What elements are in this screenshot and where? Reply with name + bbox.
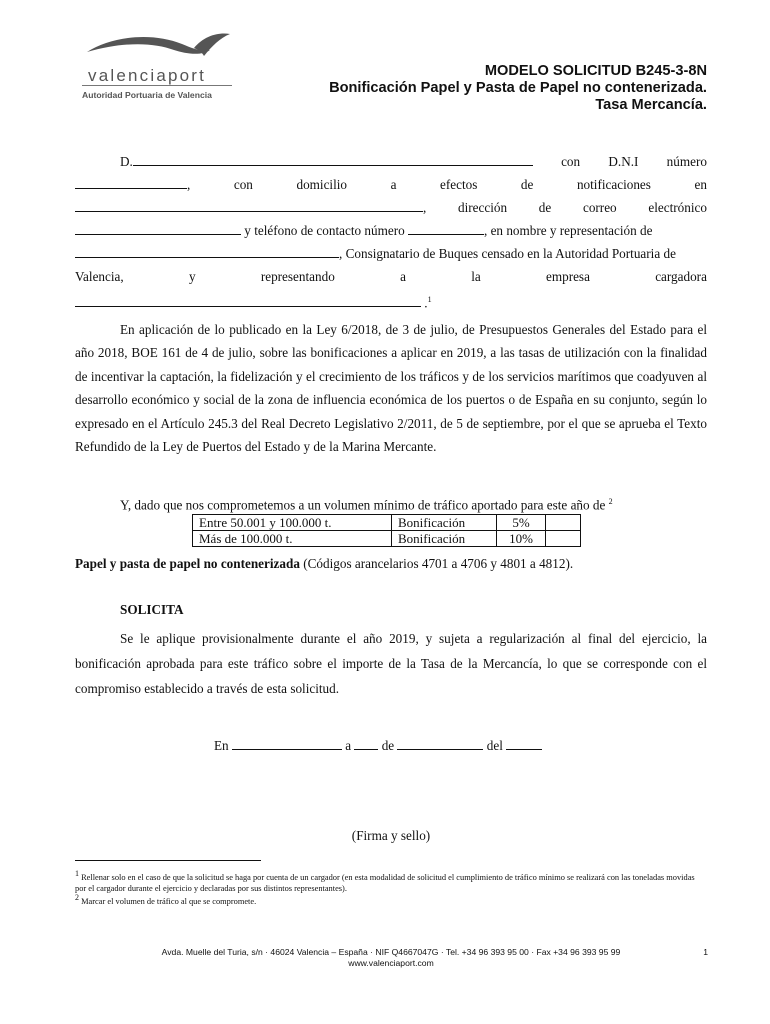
- logo-divider: [82, 85, 232, 86]
- product-line: [75, 552, 707, 575]
- volume-checkbox[interactable]: [546, 531, 581, 547]
- signature-label: (Firma y sello): [351, 828, 431, 843]
- place-date-line: En a de del: [214, 734, 634, 757]
- shipper-field[interactable]: [75, 293, 421, 307]
- law-paragraph: En aplicación de lo publicado en la Ley 6/2018, de 3 de julio, de Presupuestos Generales del Estado para el año 2018, BOE 161 de 4 de julio, sobre las bonificaciones a aplicar en 2019, a las tasas de utilización con la finalidad de incentivar la captación, la fidelización y el crecimiento de los tráficos y de los servicios marítimos que coadyuven al desarrollo económico y social de la zona de influencia económica de los puertos o de España en su conjunto, según lo expresado en el Artículo 245.3 del Real Decreto Legislativo 2/2011, de 5 de septiembre, por el que se aprueba el Texto Refundido de la Ley de Puertos del Estado y de la Marina Mercante.: [75, 322, 707, 455]
- volume-range: Entre 50.001 y 100.000 t.: [193, 515, 392, 531]
- applicant-line-7: .$^1$: [75, 288, 707, 315]
- logo-subtitle: Autoridad Portuaria de Valencia: [82, 90, 212, 100]
- word-dni: D.N.I: [608, 154, 639, 169]
- table-row: [193, 531, 581, 547]
- applicant-line-3: , dirección de correo electrónico: [75, 196, 707, 219]
- name-field[interactable]: [133, 152, 533, 166]
- logo-wordmark: valenciaport: [88, 66, 207, 85]
- month-field[interactable]: [397, 736, 483, 750]
- volume-table: [192, 514, 581, 547]
- footnote-divider: [75, 860, 261, 861]
- address-field[interactable]: [75, 198, 423, 212]
- valenciaport-logo: [82, 30, 242, 105]
- table-row: [193, 515, 581, 531]
- applicant-line-5: , Consignatario de Buques censado en la Autoridad Portuaria de: [75, 242, 707, 265]
- commitment-paragraph: Y, dado que nos comprometemos a un volumen mínimo de tráfico aportado para este año de $^2$: [120, 497, 613, 513]
- page-number: 1: [703, 947, 708, 957]
- place-field[interactable]: [232, 736, 342, 750]
- phone-field[interactable]: [408, 221, 484, 235]
- applicant-line-2: , con domicilio a efectos de notificaciones en: [75, 173, 707, 196]
- title-line-3: Tasa Mercancía.: [595, 97, 707, 113]
- title-line-1: MODELO SOLICITUD B245-3-8N: [484, 63, 707, 79]
- applicant-line-4: y teléfono de contacto número , en nombre y representación de: [75, 219, 707, 242]
- footnote-1: $^1$ Rellenar solo en el caso de que la solicitud se haga por cuenta de un cargador (en esta modalidad de solicitud el cumplimiento de tráfico mínimo se realizará con las toneladas movidas por el cargador durante el ejercicio y declaradas por sus distintos representantes).: [75, 869, 695, 893]
- day-field[interactable]: [354, 736, 378, 750]
- bonus-percent: 5%: [497, 515, 546, 531]
- word-con: con: [561, 154, 581, 169]
- product-codes: (Códigos arancelarios 4701 a 4706 y 4801 a 4812).: [299, 556, 574, 571]
- applicant-line-6: Valencia, y representando a la empresa cargadora: [75, 269, 707, 284]
- bonus-label: Bonificación: [392, 515, 497, 531]
- bonus-label: Bonificación: [392, 531, 497, 547]
- email-field[interactable]: [75, 221, 241, 235]
- product-name: Papel y pasta de papel no contenerizada: [75, 556, 300, 571]
- dni-field[interactable]: [75, 175, 187, 189]
- logo-wave-icon: [82, 30, 242, 66]
- footer-address: Avda. Muelle del Turia, s/n · 46024 Valencia – España · NIF Q4667047G · Tel. +34 96 393 95 00 · Fax +34 96 393 95 99: [161, 947, 621, 957]
- solicita-heading: SOLICITA: [120, 602, 184, 617]
- consignee-field[interactable]: [75, 244, 339, 258]
- prefix-d: D.: [120, 154, 133, 169]
- footnote-2: $^2$ Marcar el volumen de tráfico al que se compromete.: [75, 893, 257, 906]
- year-field[interactable]: [506, 736, 542, 750]
- solicita-paragraph: Se le aplique provisionalmente durante el año 2019, y sujeta a regularización al final del ejercicio, la bonificación aprobada para este tráfico sobre el importe de la Tasa de la Mercancía, lo que se corresponde con el compromiso establecido a través de esta solicitud.: [75, 631, 707, 696]
- title-line-2: Bonificación Papel y Pasta de Papel no contenerizada.: [329, 80, 707, 96]
- word-numero: número: [666, 154, 707, 169]
- volume-checkbox[interactable]: [546, 515, 581, 531]
- bonus-percent: 10%: [497, 531, 546, 547]
- document-title: [329, 63, 707, 114]
- volume-range: Más de 100.000 t.: [193, 531, 392, 547]
- footer-web: www.valenciaport.com: [348, 958, 434, 968]
- applicant-line-1: [75, 150, 707, 173]
- footnote-ref-1: 1: [427, 295, 432, 304]
- footnote-ref-2: 2: [608, 497, 613, 506]
- page-footer: [75, 947, 707, 969]
